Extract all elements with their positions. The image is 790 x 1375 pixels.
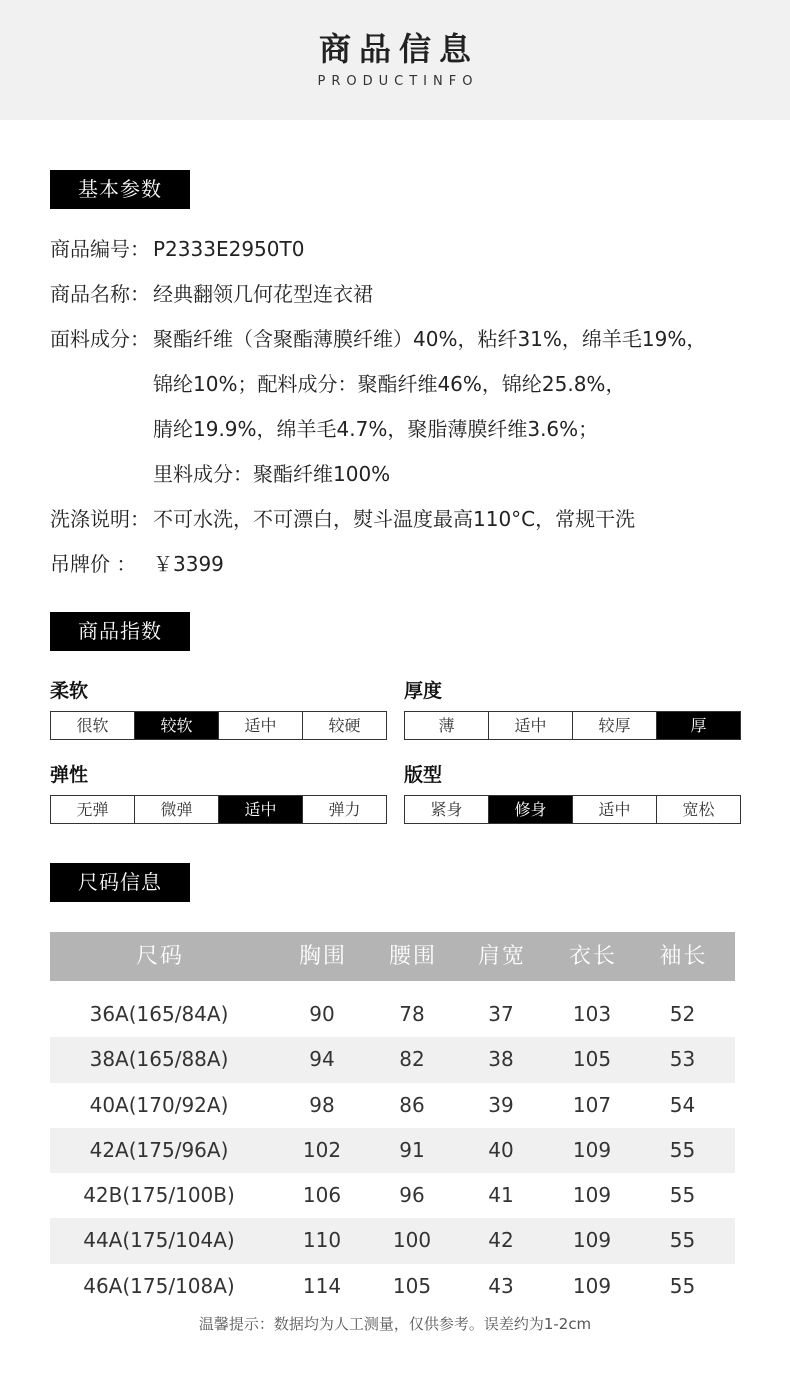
- index-option: 很软: [76, 716, 109, 735]
- size-table: [50, 932, 735, 1309]
- size-row: [50, 1173, 735, 1218]
- index-option: 适中: [572, 796, 656, 823]
- size-cell: 107: [572, 1092, 612, 1117]
- size-cell: 36A(165/84A): [89, 1002, 229, 1026]
- param-value-line: ￥3399: [153, 552, 224, 576]
- param-product-name: [50, 272, 770, 317]
- index-option: 无弹: [76, 800, 109, 819]
- param-value-line: 腈纶19.9%，绵羊毛4.7%，聚脂薄膜纤维3.6%；: [153, 417, 599, 441]
- size-cell: 46A(175/108A): [83, 1273, 235, 1298]
- size-cell: 41: [488, 1183, 514, 1208]
- index-option: 适中: [218, 796, 302, 823]
- size-cell: 55: [669, 1137, 696, 1162]
- section-title-basic-params: 基本参数: [50, 170, 190, 209]
- size-cell: 94: [309, 1047, 335, 1072]
- size-cell: 90: [309, 1002, 335, 1026]
- param-value-line: 锦纶10%；配料成分：聚酯纤维46%，锦纶25.8%，: [153, 372, 626, 396]
- size-cell: 55: [669, 1273, 696, 1298]
- size-cell: 78: [399, 1002, 425, 1026]
- size-row: [50, 992, 735, 1037]
- index-option: 修身: [488, 796, 572, 823]
- size-cell: 37: [488, 1002, 514, 1026]
- param-fabric-composition: [50, 317, 770, 497]
- column-header-size: 尺码: [135, 944, 184, 969]
- size-note: 温馨提示：数据均为人工测量，仅供参考。误差约为1-2cm: [198, 1315, 592, 1333]
- index-group-label: 厚度: [404, 680, 443, 702]
- index-group-label: 柔软: [50, 680, 89, 702]
- param-value-line: 经典翻领几何花型连衣裙: [153, 282, 373, 306]
- column-header-sleeve: 袖长: [659, 944, 708, 969]
- size-cell: 98: [309, 1092, 335, 1117]
- size-table-header: [50, 932, 735, 981]
- column-header-shoulder: 肩宽: [477, 944, 526, 969]
- index-option: 宽松: [656, 796, 740, 823]
- index-scale: [50, 795, 387, 824]
- param-label: 商品编号：: [50, 237, 150, 261]
- size-cell: 109: [572, 1183, 612, 1208]
- size-cell: 38: [488, 1047, 514, 1072]
- index-group-thickness: [404, 678, 741, 740]
- index-option: 较厚: [572, 712, 656, 739]
- index-option: 厚: [656, 712, 740, 739]
- param-value: [153, 227, 304, 272]
- column-header-waist: 腰围: [388, 944, 437, 969]
- size-row: [50, 1128, 735, 1173]
- size-row: [50, 1083, 735, 1128]
- param-value: [153, 272, 373, 317]
- page-subtitle: PRODUCTINFO: [317, 74, 479, 89]
- param-value-line: 不可水洗，不可漂白，熨斗温度最高110°C，常规干洗: [153, 507, 636, 531]
- size-cell: 54: [669, 1092, 696, 1117]
- index-option: 适中: [218, 712, 302, 739]
- size-table-body: [50, 992, 735, 1309]
- param-tag-price: [50, 542, 770, 587]
- size-cell: 105: [392, 1273, 432, 1298]
- param-washing-instructions: [50, 497, 770, 542]
- index-group-label: 弹性: [50, 764, 89, 786]
- size-cell: 44A(175/104A): [83, 1228, 235, 1253]
- index-option: 较软: [134, 712, 218, 739]
- size-cell: 114: [302, 1273, 342, 1298]
- basic-params-list: [50, 227, 770, 587]
- size-cell: 38A(165/88A): [89, 1047, 229, 1072]
- size-row: [50, 1264, 735, 1309]
- index-option: 薄: [438, 716, 455, 735]
- index-group-elasticity: [50, 762, 387, 824]
- size-cell: 43: [488, 1273, 514, 1298]
- size-cell: 106: [302, 1183, 342, 1208]
- index-group-label: 版型: [404, 764, 443, 786]
- index-option: 弹力: [302, 796, 386, 823]
- size-cell: 103: [572, 1002, 612, 1026]
- size-cell: 42: [488, 1228, 514, 1253]
- size-cell: 42B(175/100B): [83, 1183, 235, 1208]
- size-row: [50, 1218, 735, 1263]
- param-value-line: 里料成分：聚酯纤维100%: [153, 462, 391, 486]
- size-cell: 55: [669, 1183, 696, 1208]
- size-cell: 42A(175/96A): [89, 1137, 229, 1162]
- section-title-product-index: 商品指数: [50, 612, 190, 651]
- size-cell: 82: [399, 1047, 425, 1072]
- size-cell: 39: [488, 1092, 514, 1117]
- size-cell: 100: [392, 1228, 432, 1253]
- size-cell: 109: [572, 1137, 612, 1162]
- param-value-line: 聚酯纤维（含聚酯薄膜纤维）40%，粘纤31%，绵羊毛19%，: [153, 327, 707, 351]
- index-option: 较硬: [302, 712, 386, 739]
- size-cell: 52: [669, 1002, 696, 1026]
- size-cell: 105: [572, 1047, 612, 1072]
- index-group-fit: [404, 762, 741, 824]
- param-label: 吊牌价 ：: [50, 552, 137, 576]
- size-cell: 91: [399, 1137, 425, 1162]
- param-value: [153, 317, 706, 497]
- column-header-chest: 胸围: [298, 944, 347, 969]
- size-cell: 102: [302, 1137, 342, 1162]
- size-cell: 53: [669, 1047, 696, 1072]
- index-scale: [50, 711, 387, 740]
- param-value-line: P2333E2950T0: [153, 237, 305, 261]
- column-header-length: 衣长: [568, 944, 617, 969]
- param-label: 商品名称：: [50, 282, 150, 306]
- size-cell: 96: [399, 1183, 425, 1208]
- index-scale: [404, 795, 741, 824]
- size-row: [50, 1037, 735, 1082]
- size-cell: 110: [302, 1228, 342, 1253]
- index-scale: [404, 711, 741, 740]
- size-cell: 40A(170/92A): [89, 1092, 229, 1117]
- size-cell: 109: [572, 1273, 612, 1298]
- index-option: 适中: [488, 712, 572, 739]
- index-option: 微弹: [134, 796, 218, 823]
- section-title-size-info: 尺码信息: [50, 863, 190, 902]
- index-group-softness: [50, 678, 387, 740]
- param-product-code: [50, 227, 770, 272]
- param-label: 面料成分：: [50, 327, 150, 351]
- param-label: 洗涤说明：: [50, 507, 150, 531]
- param-value: [153, 497, 635, 542]
- size-cell: 55: [669, 1228, 696, 1253]
- page-title: 商品信息: [318, 30, 479, 68]
- param-value: [153, 542, 224, 587]
- page-header: [0, 0, 790, 120]
- size-cell: 40: [488, 1137, 514, 1162]
- size-cell: 109: [572, 1228, 612, 1253]
- size-cell: 86: [399, 1092, 425, 1117]
- index-option: 紧身: [430, 800, 463, 819]
